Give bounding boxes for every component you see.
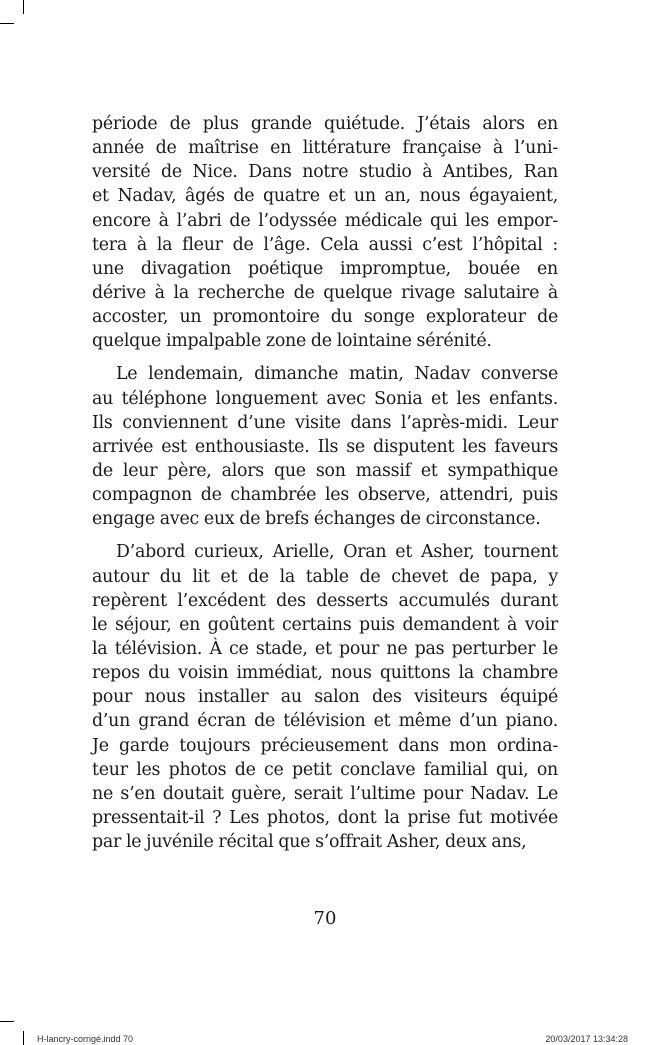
slug-file-name: H-lancry-corrigé.indd 70: [37, 1034, 134, 1044]
text-line: et Nadav, âgés de quatre et un an, nous égayaient,: [92, 186, 558, 207]
text-line: Ils conviennent d’une visite dans l’après-midi. Leur: [92, 412, 558, 433]
text-line: repèrent l’excédent des desserts accumulés durant: [92, 590, 558, 611]
text-line: Le lendemain, dimanche matin, Nadav converse: [116, 364, 558, 385]
text-line: quelque impalpable zone de lointaine sérénité.: [92, 331, 492, 352]
text-line: Je garde toujours précieusement dans mon ordina-: [92, 735, 558, 756]
text-line: teur les photos de ce petit conclave familial qui, on: [92, 759, 558, 780]
text-line: engage avec eux de brefs échanges de circonstance.: [92, 509, 541, 530]
text-line: encore à l’abri de l’odyssée médicale qui les empor-: [92, 210, 558, 231]
text-line: une divagation poétique impromptue, bouée en: [92, 258, 558, 279]
text-line: dérive à la recherche de quelque rivage salutaire à: [92, 282, 558, 303]
text-line: au téléphone longuement avec Sonia et les enfants.: [92, 388, 558, 409]
text-line: arrivée est enthousiaste. Ils se disputent les faveurs: [92, 436, 558, 457]
crop-mark-top-left-horizontal: [0, 23, 14, 24]
text-line: pressentait-il ? Les photos, dont la prise fut motivée: [92, 807, 558, 828]
text-line: repos du voisin immédiat, nous quittons la chambre: [92, 663, 558, 684]
page-number: 70: [313, 908, 337, 929]
text-line: accoster, un promontoire du songe explorateur de: [92, 307, 558, 328]
text-line: par le juvénile récital que s’offrait Asher, deux ans,: [92, 832, 527, 853]
slug-timestamp: 20/03/2017 13:34:28: [545, 1034, 628, 1044]
text-line: tera à la fleur de l’âge. Cela aussi c’est l’hôpital :: [92, 234, 558, 255]
paragraph: [92, 112, 558, 353]
text-line: ne s’en doutait guère, serait l’ultime pour Nadav. Le: [92, 783, 558, 804]
crop-mark-bottom-left-vertical: [23, 1031, 24, 1045]
text-line: le séjour, en goûtent certains puis demandent à voir: [92, 614, 558, 635]
body-text: [92, 112, 558, 854]
text-line: D’abord curieux, Arielle, Oran et Asher, tournent: [116, 542, 558, 563]
paragraph: [92, 362, 558, 531]
crop-mark-bottom-left-horizontal: [0, 1021, 14, 1022]
paragraph: [92, 540, 558, 854]
text-line: de leur père, alors que son massif et sympathique: [92, 460, 558, 481]
crop-mark-top-left-vertical: [23, 0, 24, 14]
text-line: versité de Nice. Dans notre studio à Antibes, Ran: [92, 162, 558, 183]
text-line: d’un grand écran de télévision et même d’un piano.: [92, 711, 558, 732]
paragraph-gap: [92, 531, 558, 540]
text-line: autour du lit et de la table de chevet de papa, y: [92, 566, 558, 587]
text-line: période de plus grande quiétude. J’étais alors en: [92, 114, 558, 134]
paragraph-gap: [92, 353, 558, 362]
text-line: compagnon de chambrée les observe, attendri, puis: [92, 485, 558, 506]
text-line: pour nous installer au salon des visiteurs équipé: [92, 687, 558, 708]
text-line: la télévision. À ce stade, et pour ne pas perturber le: [92, 638, 558, 659]
text-line: année de maîtrise en littérature française à l’uni-: [92, 138, 558, 159]
